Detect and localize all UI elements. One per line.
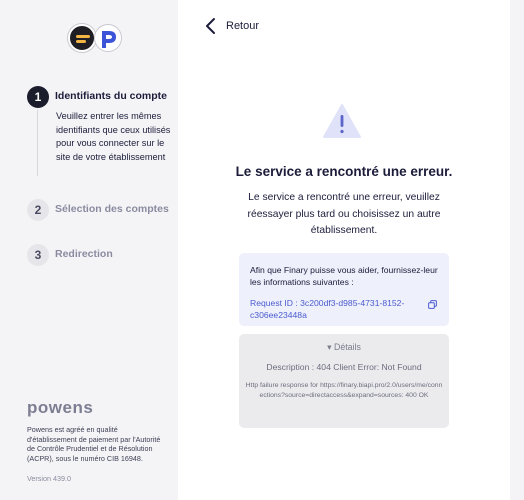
details-http-error: Http failure response for https://finary.biapi.pro/2.0/users/me/connections?source=directaccess&expand=sources: 400 OK [245, 382, 443, 400]
step-title: Sélection des comptes [55, 203, 169, 215]
step-number: 1 [27, 86, 49, 108]
powens-logo [94, 24, 122, 52]
legal-notice: Powens est agréé en qualité d'établissement de paiement par l'Autorité de Contrôle Prudentiel et de Résolution (ACPR), sous le numéro CIB 16948. [27, 425, 161, 463]
details-description: Description : 404 Client Error: Not Found [266, 362, 422, 372]
request-id[interactable]: Request ID : 3c200df3-d985-4731-8152-c306ee23448a [250, 298, 405, 320]
step-connector [37, 110, 38, 176]
warning-triangle-icon [322, 103, 362, 139]
step-description: Veuillez entrer les mêmes identifiants que ceux utilisés pour vous connecter sur le site de votre établissement [56, 111, 171, 162]
help-box [239, 253, 449, 326]
step-title: Redirection [55, 248, 113, 260]
powens-wordmark: powens [27, 398, 94, 417]
copy-icon[interactable] [428, 300, 437, 309]
step-number: 3 [27, 244, 49, 266]
step-number: 2 [27, 199, 49, 221]
sidebar [0, 0, 178, 500]
error-message: Le service a rencontré une erreur, veuillez réessayer plus tard ou choisissez un autre établissement. [247, 192, 441, 236]
back-label: Retour [226, 20, 260, 32]
version-label: Version 439.0 [27, 474, 71, 483]
error-title: Le service a rencontré une erreur. [235, 164, 453, 179]
finary-logo [68, 24, 96, 52]
details-box [239, 334, 449, 428]
back-button[interactable] [204, 16, 259, 36]
details-toggle[interactable]: ▾ Détails [327, 342, 361, 352]
step-title: Identifiants du compte [55, 90, 168, 102]
partner-logos [68, 24, 128, 54]
help-text: Afin que Finary puisse vous aider, fournissez-leur les informations suivantes : [250, 265, 438, 287]
chevron-left-icon [204, 17, 218, 35]
main-panel [178, 0, 510, 500]
right-gutter [510, 0, 524, 500]
